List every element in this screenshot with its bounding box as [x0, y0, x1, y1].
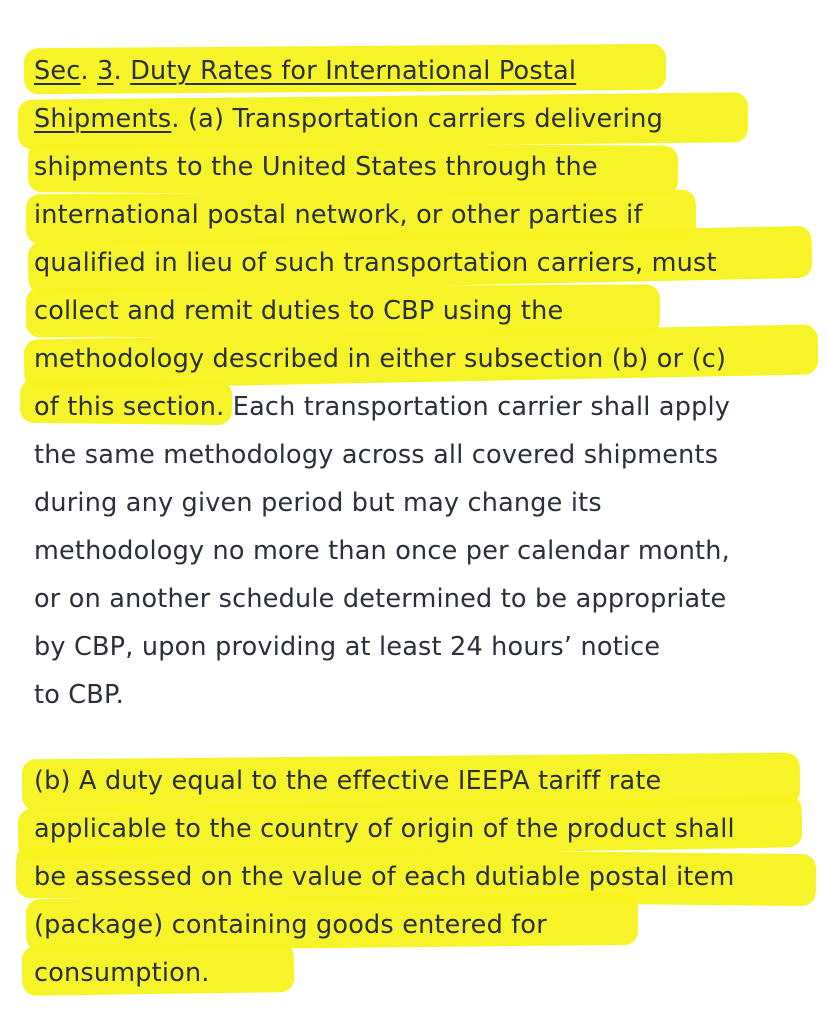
text-line: to CBP. — [34, 680, 124, 710]
text-line: Transportation carriers delivering — [232, 104, 664, 134]
text-line: international postal network, or other parties if — [34, 200, 643, 230]
text-line: be assessed on the value of each dutiable postal item — [34, 862, 735, 892]
text-line: of this section. Each transportation carrier shall apply — [34, 392, 731, 422]
subsection-a-label: (a) — [188, 104, 225, 134]
text-line: or on another schedule determined to be appropriate — [34, 584, 727, 614]
section-title-part1: Duty Rates for International Postal — [130, 56, 577, 86]
text-line: methodology described in either subsection (b) or (c) — [34, 344, 727, 374]
text-line: by CBP, upon providing at least 24 hours’ notice — [34, 632, 661, 662]
text-line: qualified in lieu of such transportation carriers, must — [34, 248, 717, 278]
text-line: applicable to the country of origin of the product shall — [34, 814, 735, 844]
text-line: methodology no more than once per calendar month, — [34, 536, 730, 566]
text-line: (package) containing goods entered for — [34, 910, 547, 940]
text-line: shipments to the United States through the — [34, 152, 598, 182]
section-heading-line: Sec. 3. Duty Rates for International Postal — [34, 56, 577, 86]
section-label: Sec — [34, 56, 81, 86]
text-line: (b) A duty equal to the effective IEEPA tariff rate — [34, 766, 662, 796]
text-line: collect and remit duties to CBP using the — [34, 296, 564, 326]
text-line: during any given period but may change its — [34, 488, 602, 518]
text-line: consumption. — [34, 958, 210, 988]
section-title-part2: Shipments — [34, 104, 172, 134]
section-number: 3 — [97, 56, 114, 86]
text-line: the same methodology across all covered shipments — [34, 440, 719, 470]
section-heading-line-2: Shipments. (a) Transportation carriers delivering — [34, 104, 664, 134]
